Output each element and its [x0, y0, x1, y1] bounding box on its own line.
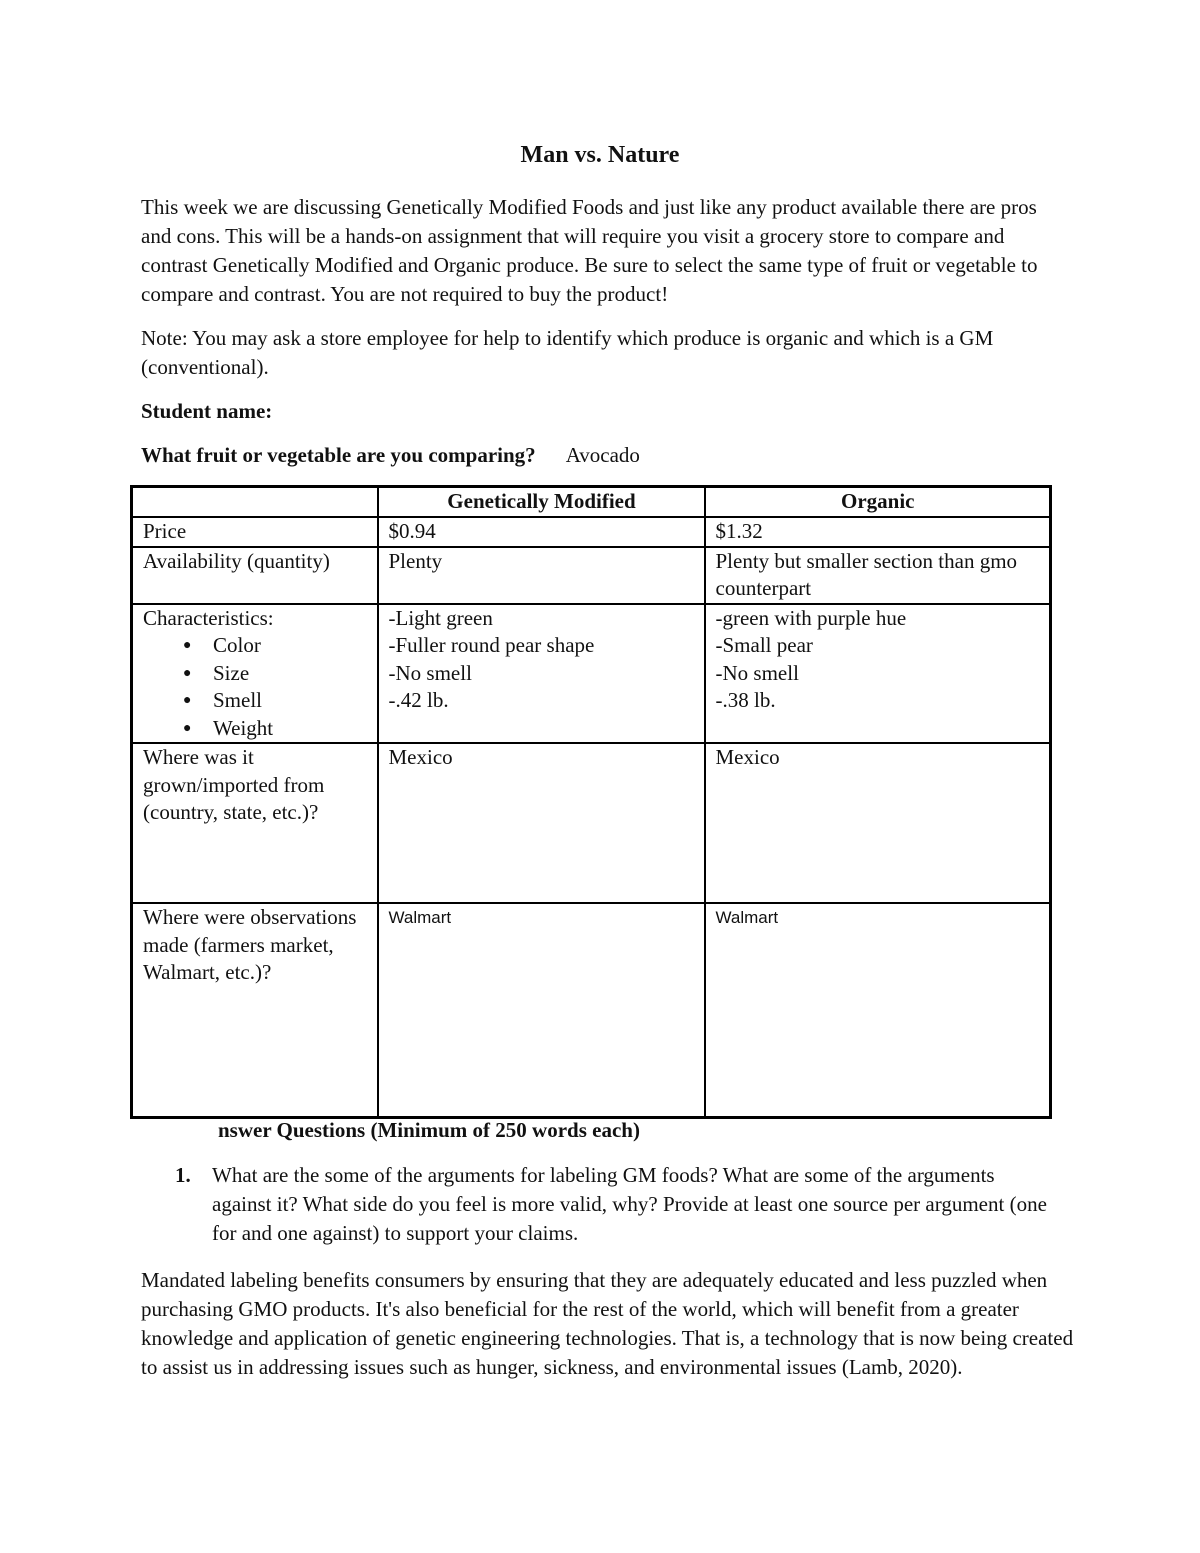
header-organic: Organic — [705, 487, 1051, 518]
list-item: ● Size — [183, 660, 368, 688]
organic-size: -Small pear — [715, 633, 813, 657]
price-label: Price — [132, 517, 378, 547]
gm-color: -Light green — [388, 605, 493, 630]
table-row-origin — [132, 743, 1051, 903]
organic-smell: -No smell — [715, 660, 799, 685]
availability-gm: Plenty — [378, 547, 705, 604]
availability-organic: Plenty but smaller section than gmo counterpart — [705, 547, 1051, 604]
characteristics-gm — [378, 604, 705, 744]
compare-line — [141, 441, 1071, 470]
gm-weight: -.42 lb. — [388, 688, 449, 712]
origin-label: Where was it grown/imported from (country, state, etc.)? — [132, 743, 378, 903]
questions-list — [175, 1161, 1055, 1248]
table-row-availability — [132, 547, 1051, 604]
page-title: Man vs. Nature — [520, 142, 680, 168]
question-text: What are the some of the arguments for labeling GM foods? What are some of the arguments against it? What side do you feel is more valid, why? Provide at least one source per argument (one for and one against) to support your claims. — [212, 1163, 1047, 1245]
answer-paragraph: Mandated labeling benefits consumers by ensuring that they are adequately educated and less puzzled when purchasing GMO products. It's also beneficial for the rest of the world, which will benefit from a greater knowledge and application of genetic engineering technologies. That is, a technology that is now being created to assist us in addressing issues such as hunger, sickness, and environmental issues (Lamb, 2020). — [141, 1268, 1074, 1379]
availability-label: Availability (quantity) — [132, 547, 378, 604]
questions-heading: nswer Questions (Minimum of 250 words each) — [218, 1118, 640, 1142]
gm-size: -Fuller round pear shape — [388, 633, 595, 657]
table-header-row — [132, 487, 1051, 518]
observed-organic: Walmart — [705, 903, 1051, 1118]
intro-paragraph: This week we are discussing Genetically Modified Foods and just like any product available there are pros and cons. This will be a hands-on assignment that will require you visit a grocery store to compare and contrast Genetically Modified and Organic produce. Be sure to select the same type of fruit or vegetable to compare and contrast. You are not required to buy the product! — [141, 195, 1038, 306]
characteristics-label-cell — [132, 604, 378, 744]
compare-label: What fruit or vegetable are you comparing? — [141, 443, 536, 467]
price-organic: $1.32 — [705, 517, 1051, 547]
question-number: 1. — [175, 1163, 191, 1187]
comparison-table — [130, 485, 1052, 1119]
price-gm: $0.94 — [378, 517, 705, 547]
list-item: ● Color — [183, 632, 368, 660]
list-item — [175, 1161, 1055, 1248]
student-name-label: Student name: — [141, 399, 273, 423]
header-empty-cell — [132, 487, 378, 518]
note-paragraph: Note: You may ask a store employee for help to identify which produce is organic and which is a GM (conventional). — [141, 326, 994, 379]
table-row-characteristics — [132, 604, 1051, 744]
organic-color: -green with purple hue — [715, 605, 907, 630]
organic-weight: -.38 lb. — [715, 688, 776, 712]
list-item: ● Smell — [183, 687, 368, 715]
origin-organic: Mexico — [705, 743, 1051, 903]
observed-label: Where were observations made (farmers market, Walmart, etc.)? — [132, 903, 378, 1118]
characteristics-label: Characteristics: — [143, 605, 274, 630]
observed-gm: Walmart — [378, 903, 705, 1118]
table-row-price — [132, 517, 1051, 547]
list-item: ● Weight — [183, 715, 368, 743]
compare-value: Avocado — [565, 443, 640, 467]
characteristics-organic — [705, 604, 1051, 744]
header-gm: Genetically Modified — [378, 487, 705, 518]
origin-gm: Mexico — [378, 743, 705, 903]
characteristics-bullet-list — [143, 632, 368, 742]
gm-smell: -No smell — [388, 660, 472, 685]
table-row-observed — [132, 903, 1051, 1118]
